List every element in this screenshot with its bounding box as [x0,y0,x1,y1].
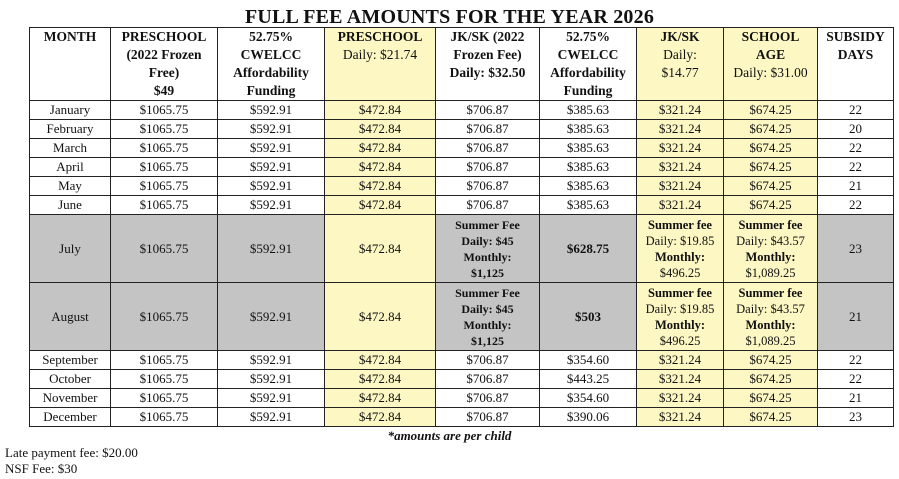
fee-cell: $385.63 [540,139,637,158]
fee-cell: $472.84 [325,389,436,408]
fee-cell: $321.24 [637,158,724,177]
month-cell: March [30,139,111,158]
header-preschool-frozen: PRESCHOOL (2022 Frozen Free) $49 [111,28,218,101]
fee-cell: $1065.75 [111,139,218,158]
fee-cell: $354.60 [540,351,637,370]
header-month: MONTH [30,28,111,101]
fee-cell: $390.06 [540,408,637,427]
fee-cell: $321.24 [637,120,724,139]
subsidy-cell: 22 [818,351,894,370]
fee-cell: $674.25 [724,408,818,427]
table-row [30,101,894,120]
fee-cell: $385.63 [540,101,637,120]
subsidy-cell: 23 [818,215,894,283]
fee-cell: $472.84 [325,370,436,389]
fee-cell: $472.84 [325,215,436,283]
fee-cell: $1065.75 [111,351,218,370]
fee-cell: $1065.75 [111,120,218,139]
month-cell: May [30,177,111,196]
fee-cell: $706.87 [436,408,540,427]
page-title: FULL FEE AMOUNTS FOR THE YEAR 2026 [244,6,655,28]
fee-cell: $706.87 [436,351,540,370]
fee-cell: $385.63 [540,158,637,177]
month-cell: April [30,158,111,177]
fee-cell: $321.24 [637,139,724,158]
header-jksk-daily: JK/SK Daily: $14.77 [637,28,724,101]
fee-cell: $1065.75 [111,177,218,196]
fee-cell: $706.87 [436,196,540,215]
fee-cell: $592.91 [218,139,325,158]
fee-cell: $1065.75 [111,101,218,120]
table-row [30,408,894,427]
month-cell: August [30,283,111,351]
fee-cell: $592.91 [218,177,325,196]
fee-cell: $706.87 [436,120,540,139]
fee-cell: $472.84 [325,158,436,177]
fee-cell: $674.25 [724,101,818,120]
fee-cell: $592.91 [218,101,325,120]
fee-cell: $592.91 [218,389,325,408]
fee-cell: $1065.75 [111,408,218,427]
fee-cell: $706.87 [436,101,540,120]
table-row [30,139,894,158]
fee-cell: $592.91 [218,370,325,389]
fee-cell: $321.24 [637,408,724,427]
fee-cell: $592.91 [218,408,325,427]
fee-cell: $472.84 [325,196,436,215]
header-cwelcc-2: 52.75% CWELCC Affordability Funding [540,28,637,101]
fee-cell: $472.84 [325,351,436,370]
fee-cell: $1065.75 [111,196,218,215]
fee-cell: $321.24 [637,101,724,120]
fee-cell: $354.60 [540,389,637,408]
fee-cell: $592.91 [218,283,325,351]
subsidy-cell: 21 [818,177,894,196]
month-cell: November [30,389,111,408]
table-row [30,120,894,139]
summer-fee-cell: Summer Fee Daily: $45 Monthly: $1,125 [436,283,540,351]
fee-cell: $706.87 [436,389,540,408]
header-school-age: SCHOOL AGE Daily: $31.00 [724,28,818,101]
table-row-summer [30,283,894,351]
fee-cell: $674.25 [724,120,818,139]
fee-cell: $385.63 [540,177,637,196]
late-payment-fee: Late payment fee: $20.00 [5,445,138,460]
month-cell: October [30,370,111,389]
subsidy-cell: 22 [818,158,894,177]
table-row [30,389,894,408]
month-cell: December [30,408,111,427]
header-row [30,28,894,101]
fee-cell: $1065.75 [111,158,218,177]
month-cell: January [30,101,111,120]
fee-cell: $385.63 [540,196,637,215]
fee-cell: $592.91 [218,351,325,370]
fee-table [29,27,894,427]
fee-cell: $472.84 [325,139,436,158]
fee-cell: $503 [540,283,637,351]
subsidy-cell: 21 [818,283,894,351]
summer-fee-cell: Summer Fee Daily: $45 Monthly: $1,125 [436,215,540,283]
fee-cell: $674.25 [724,158,818,177]
fee-cell: $674.25 [724,177,818,196]
subsidy-cell: 21 [818,389,894,408]
fee-cell: $706.87 [436,177,540,196]
month-cell: February [30,120,111,139]
month-cell: July [30,215,111,283]
subsidy-cell: 22 [818,101,894,120]
fee-cell: $1065.75 [111,283,218,351]
table-row-summer [30,215,894,283]
fee-cell: $674.25 [724,370,818,389]
subsidy-cell: 23 [818,408,894,427]
summer-fee-cell: Summer fee Daily: $19.85 Monthly: $496.25 [637,215,724,283]
month-cell: September [30,351,111,370]
subsidy-cell: 22 [818,196,894,215]
table-row [30,370,894,389]
fee-cell: $472.84 [325,120,436,139]
fee-cell: $706.87 [436,158,540,177]
fee-cell: $321.24 [637,370,724,389]
fee-cell: $443.25 [540,370,637,389]
fee-cell: $472.84 [325,408,436,427]
fee-cell: $472.84 [325,283,436,351]
fee-cell: $385.63 [540,120,637,139]
summer-fee-cell: Summer fee Daily: $19.85 Monthly: $496.25 [637,283,724,351]
summer-fee-cell: Summer fee Daily: $43.57 Monthly: $1,089.25 [724,215,818,283]
table-row [30,158,894,177]
fee-cell: $674.25 [724,389,818,408]
header-subsidy-days: SUBSIDY DAYS [818,28,894,101]
fee-cell: $674.25 [724,196,818,215]
fee-cell: $321.24 [637,351,724,370]
subsidy-cell: 22 [818,370,894,389]
fee-cell: $674.25 [724,139,818,158]
table-row [30,351,894,370]
fee-cell: $472.84 [325,177,436,196]
fee-cell: $628.75 [540,215,637,283]
header-preschool-daily: PRESCHOOL Daily: $21.74 [325,28,436,101]
fee-cell: $321.24 [637,389,724,408]
table-row [30,177,894,196]
fee-cell: $321.24 [637,177,724,196]
header-jksk-frozen: JK/SK (2022 Frozen Fee) Daily: $32.50 [436,28,540,101]
fee-cell: $1065.75 [111,215,218,283]
fee-cell: $1065.75 [111,389,218,408]
subsidy-cell: 20 [818,120,894,139]
nsf-fee: NSF Fee: $30 [5,461,78,476]
fee-cell: $321.24 [637,196,724,215]
fee-cell: $592.91 [218,120,325,139]
fee-cell: $592.91 [218,215,325,283]
summer-fee-cell: Summer fee Daily: $43.57 Monthly: $1,089.25 [724,283,818,351]
table-row [30,196,894,215]
subsidy-cell: 22 [818,139,894,158]
fee-cell: $592.91 [218,196,325,215]
header-cwelcc-1: 52.75% CWELCC Affordability Funding [218,28,325,101]
fee-cell: $706.87 [436,370,540,389]
fee-cell: $1065.75 [111,370,218,389]
fee-cell: $674.25 [724,351,818,370]
month-cell: June [30,196,111,215]
per-child-note: *amounts are per child [387,428,512,443]
fee-cell: $592.91 [218,158,325,177]
fee-cell: $706.87 [436,139,540,158]
fee-cell: $472.84 [325,101,436,120]
